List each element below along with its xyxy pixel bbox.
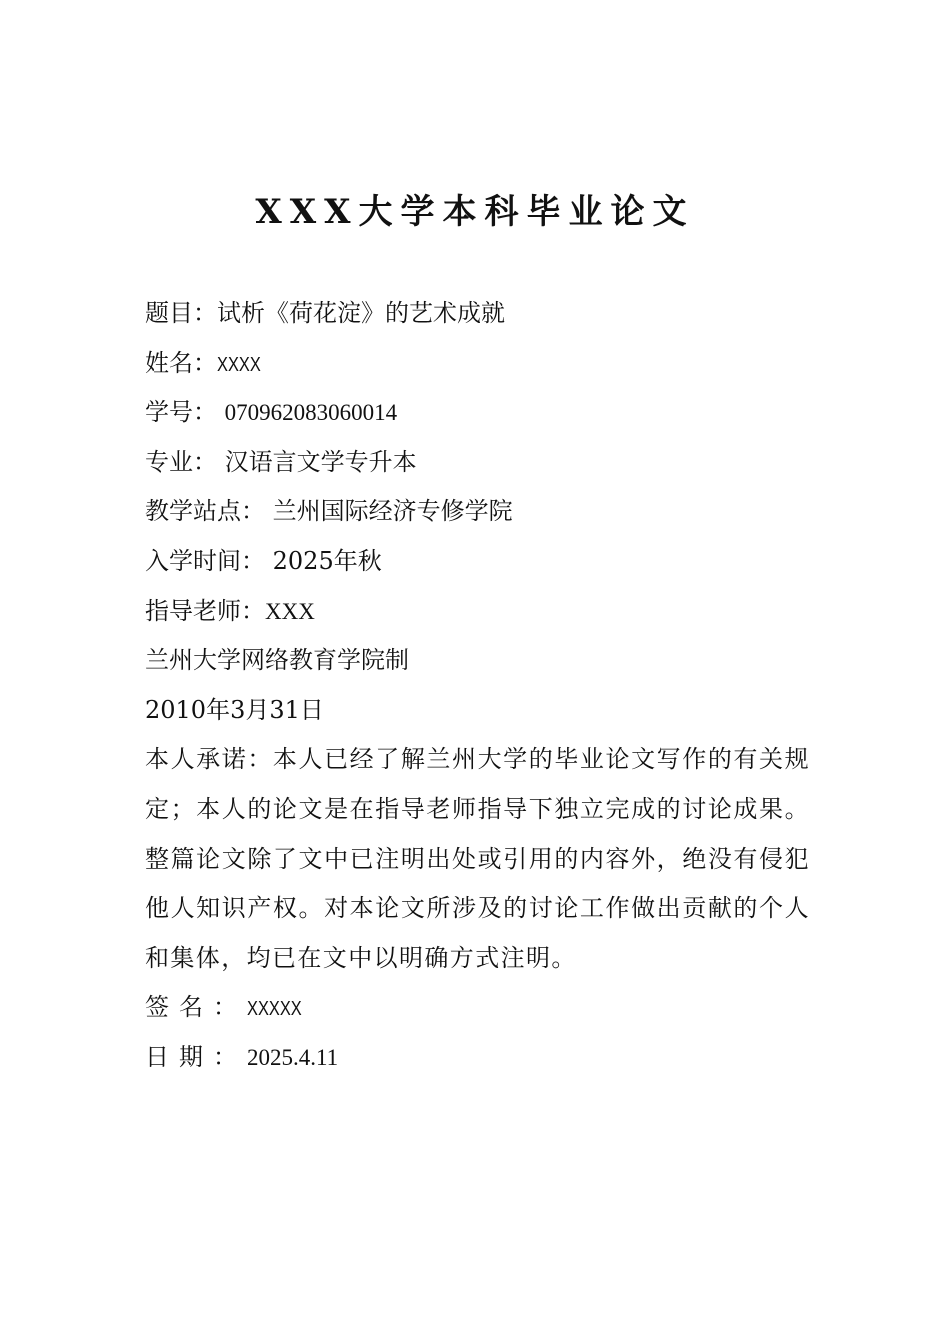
advisor-label: 指导老师： bbox=[145, 596, 265, 625]
student-id-label: 学号： bbox=[145, 398, 217, 427]
topic-label: 题目： bbox=[145, 299, 217, 327]
name-value: XXXX bbox=[217, 353, 261, 376]
name-line bbox=[145, 339, 810, 389]
topic-line bbox=[145, 289, 810, 339]
document-body bbox=[145, 289, 810, 1083]
advisor-line bbox=[145, 587, 810, 637]
enrollment-label: 入学时间： bbox=[145, 546, 265, 575]
date-value: 2025.4.11 bbox=[247, 1044, 339, 1070]
signature-value: XXXXX bbox=[247, 998, 302, 1021]
site-value: 兰州国际经济专修学院 bbox=[272, 497, 513, 526]
site-label: 教学站点： bbox=[145, 497, 265, 526]
student-id-line bbox=[145, 388, 810, 438]
enrollment-value: 2025年秋 bbox=[272, 546, 382, 575]
name-label: 姓名： bbox=[145, 348, 217, 377]
student-id-value: 070962083060014 bbox=[224, 400, 398, 426]
date-label: 日期： bbox=[145, 1042, 247, 1071]
advisor-value: XXX bbox=[265, 598, 315, 624]
signature-label: 签名： bbox=[145, 993, 247, 1022]
page-title: XXX大学本科毕业论文 bbox=[255, 192, 695, 232]
doc-date-line: 2010年3月31日 bbox=[145, 695, 324, 724]
major-line bbox=[145, 438, 810, 488]
topic-value: 试析《荷花淀》的艺术成就 bbox=[217, 299, 505, 327]
site-line bbox=[145, 487, 810, 537]
date-line bbox=[145, 1033, 810, 1083]
signature-line bbox=[145, 983, 810, 1033]
major-value: 汉语言文学专升本 bbox=[224, 447, 417, 476]
major-label: 专业： bbox=[145, 447, 217, 476]
enrollment-line bbox=[145, 537, 810, 587]
pledge-paragraph: 本人承诺：本人已经了解兰州大学的毕业论文写作的有关规定；本人的论文是在指导老师指导下独立完成的讨论成果。整篇论文除了文中已注明出处或引用的内容外，绝没有侵犯他人知识产权。对本论文所涉及的讨论工作做出贡献的个人和集体，均已在文中以明确方式注明。 bbox=[145, 745, 810, 972]
institution-line: 兰州大学网络教育学院制 bbox=[145, 646, 409, 675]
